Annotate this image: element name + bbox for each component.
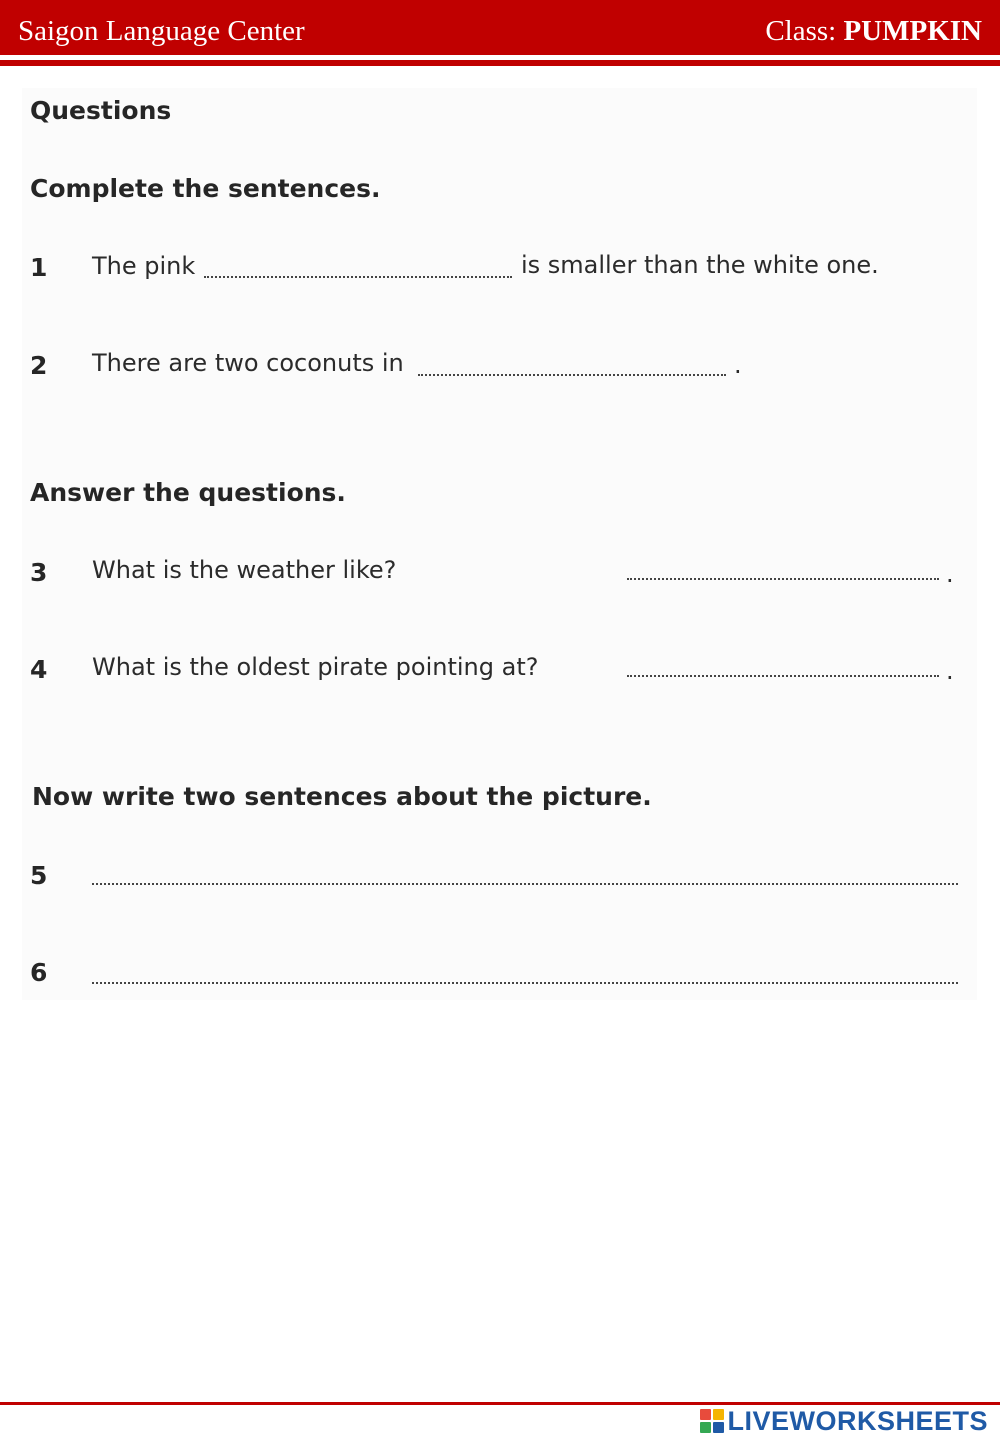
worksheet-title: Questions (30, 96, 172, 125)
question-text: What is the oldest pirate pointing at? (92, 653, 539, 681)
logo-square (713, 1422, 724, 1433)
logo-square (713, 1409, 724, 1420)
section-heading-complete: Complete the sentences. (30, 174, 381, 203)
logo-text: LIVEWORKSHEETS (727, 1405, 988, 1436)
class-info (765, 14, 982, 48)
answer-blank[interactable] (92, 883, 958, 885)
liveworksheets-logo (700, 1405, 988, 1437)
question-number: 5 (30, 861, 48, 890)
period: . (946, 560, 954, 588)
period: . (734, 351, 742, 379)
worksheet-image (22, 88, 977, 1000)
period: . (946, 657, 954, 685)
question-number: 3 (30, 558, 48, 587)
question-number: 1 (30, 253, 48, 282)
header-bar (0, 0, 1000, 55)
question-text: is smaller than the white one. (521, 251, 879, 279)
section-heading-answer: Answer the questions. (30, 478, 346, 507)
question-number: 6 (30, 958, 48, 987)
answer-blank[interactable] (92, 982, 958, 984)
class-value: PUMPKIN (843, 15, 982, 47)
question-text: There are two coconuts in (92, 349, 404, 377)
question-text: What is the weather like? (92, 556, 397, 584)
answer-blank[interactable] (204, 276, 512, 278)
answer-blank[interactable] (627, 675, 939, 677)
question-number: 4 (30, 655, 48, 684)
answer-blank[interactable] (627, 578, 939, 580)
logo-square (700, 1422, 711, 1433)
header-divider (0, 60, 1000, 66)
question-text: The pink (92, 252, 196, 280)
question-number: 2 (30, 351, 48, 380)
logo-square (700, 1409, 711, 1420)
school-name: Saigon Language Center (18, 15, 305, 47)
class-label: Class: (765, 15, 844, 47)
answer-blank[interactable] (418, 374, 726, 376)
section-heading-write: Now write two sentences about the picture. (32, 782, 652, 811)
logo-grid-icon (700, 1409, 724, 1433)
